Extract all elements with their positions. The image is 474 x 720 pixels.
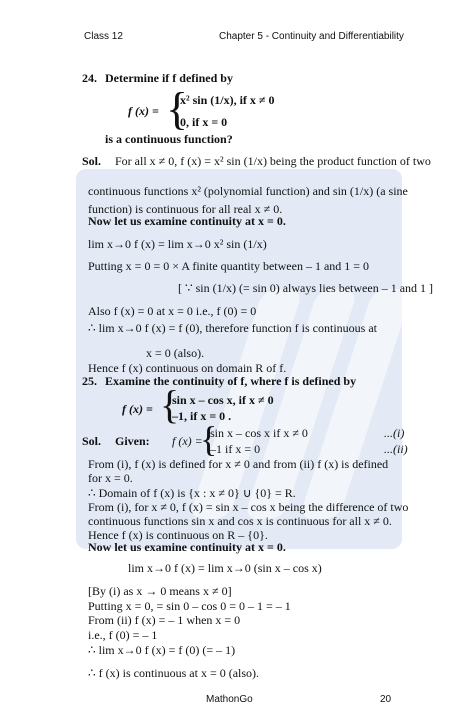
sol25-line: ∴ lim x→0 f (x) = f (0) (= – 1) <box>88 643 236 657</box>
q24-number: 24. <box>82 71 97 85</box>
footer-brand: MathonGo <box>206 694 253 705</box>
sol25-line: continuous functions sin x and cos x is continuous for all x ≠ 0. <box>88 514 392 528</box>
sol25-case2: –1 if x = 0 <box>210 442 261 456</box>
sol25-line: i.e., f (0) = – 1 <box>88 628 158 642</box>
q25-case1: sin x – cos x, if x ≠ 0 <box>172 393 274 407</box>
q25-prompt: Examine the continuity of f, where f is defined by <box>105 374 357 388</box>
sol25-line: ∴ f (x) is continuous at x = 0 (also). <box>88 666 260 680</box>
sol24-line: ∴ lim x→0 f (x) = f (0), therefore function f is continuous at <box>88 321 377 335</box>
sol25-line: ∴ Domain of f (x) is {x : x ≠ 0} ∪ {0} = R. <box>88 486 296 500</box>
sol25-given: Given: <box>115 434 150 448</box>
header-chapter: Chapter 5 - Continuity and Differentiability <box>219 31 404 42</box>
sol25-ref1: ...(i) <box>384 426 405 440</box>
q25-case2: –1, if x = 0 . <box>172 409 232 423</box>
footer-page-number: 20 <box>380 694 392 705</box>
q25-number: 25. <box>82 374 97 388</box>
sol24-line: Also f (x) = 0 at x = 0 i.e., f (0) = 0 <box>88 304 257 318</box>
sol25-line: lim x→0 f (x) = lim x→0 (sin x – cos x) <box>128 561 322 575</box>
q25-brace: { <box>160 382 180 427</box>
sol24-line: Hence f (x) continuous on domain R of f. <box>88 361 287 375</box>
q25-fx: f (x) = <box>122 402 153 416</box>
sol24-line: Putting x = 0 = 0 × A finite quantity between – 1 and 1 = 0 <box>88 259 370 273</box>
sol25-case1: sin x – cos x if x ≠ 0 <box>210 426 308 440</box>
sol24-line: x = 0 (also). <box>146 346 205 360</box>
sol25-line: Hence f (x) is continuous on R – {0}. <box>88 528 268 542</box>
sol25-brace: { <box>200 419 218 459</box>
sol25-line: [By (i) as x → 0 means x ≠ 0] <box>88 584 232 598</box>
sol25-line: From (ii) f (x) = – 1 when x = 0 <box>88 613 241 627</box>
sol25-fx: f (x) = <box>172 434 203 448</box>
sol24-line: continuous functions x² (polynomial function) and sin (1/x) (a sine <box>88 184 408 198</box>
q24-prompt: Determine if f defined by <box>105 71 233 85</box>
sol25-line: Now let us examine continuity at x = 0. <box>88 540 286 554</box>
sol24-label: Sol. <box>82 154 102 168</box>
sol25-line: From (i), f (x) is defined for x ≠ 0 and from (ii) f (x) is defined <box>88 457 389 471</box>
q24-fx: f (x) = <box>128 104 159 118</box>
sol24-line: function) is continuous for all real x ≠ 0. <box>88 202 283 216</box>
sol24-line: [ ∵ sin (1/x) (= sin 0) always lies between – 1 and 1 ] <box>178 281 434 295</box>
sol25-label: Sol. <box>82 434 102 448</box>
sol24-line: Now let us examine continuity at x = 0. <box>88 214 286 228</box>
q24-case1: x² sin (1/x), if x ≠ 0 <box>180 93 275 107</box>
q24-brace: { <box>166 83 189 134</box>
header-class: Class 12 <box>84 31 123 42</box>
q24-tail: is a continuous function? <box>105 132 233 146</box>
sol24-line: For all x ≠ 0, f (x) = x² sin (1/x) being the product function of two <box>115 154 431 168</box>
q24-case2: 0, if x = 0 <box>180 115 228 129</box>
sol24-line: lim x→0 f (x) = lim x→0 x² sin (1/x) <box>88 237 267 251</box>
sol25-ref2: ...(ii) <box>384 442 408 456</box>
sol25-line: for x = 0. <box>88 471 133 485</box>
sol25-line: Putting x = 0, = sin 0 – cos 0 = 0 – 1 = – 1 <box>88 599 291 613</box>
sol25-line: From (i), for x ≠ 0, f (x) = sin x – cos x being the difference of two <box>88 500 409 514</box>
